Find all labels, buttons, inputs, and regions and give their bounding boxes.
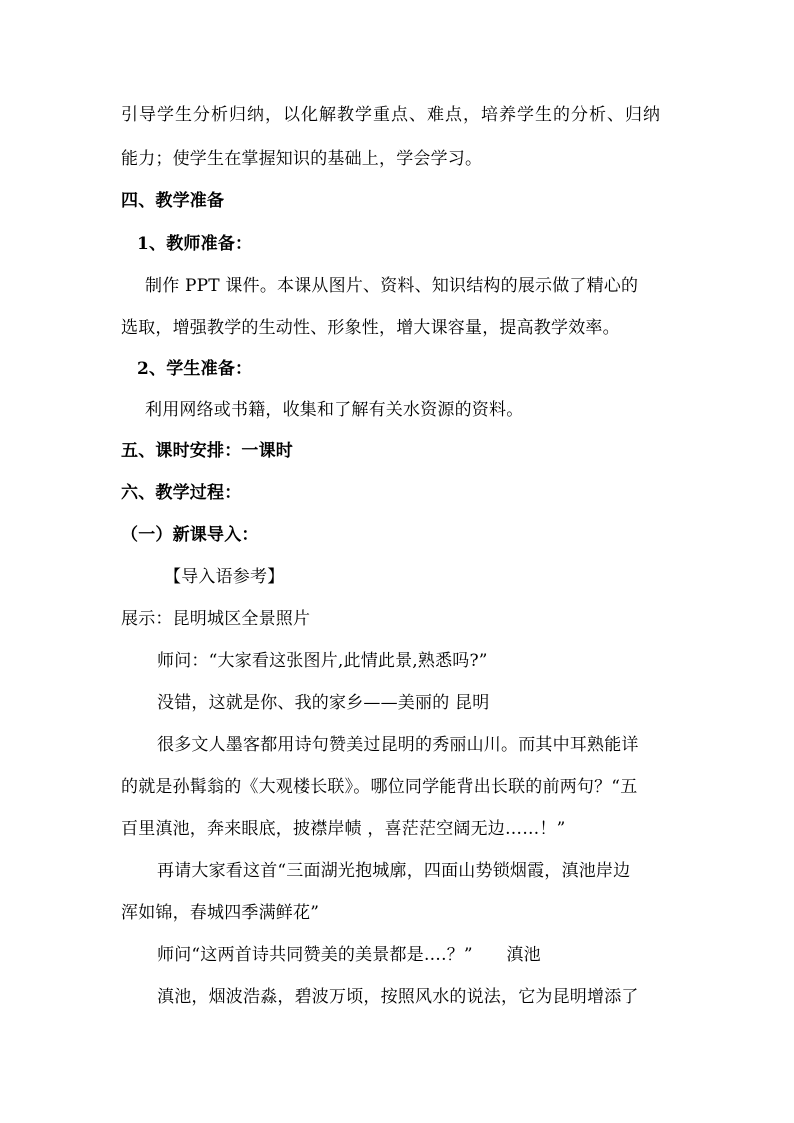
paragraph-line: 再请大家看这首“三面湖光抱城廓，四面山势锁烟霞，滇池岸边 (157, 861, 631, 881)
paragraph-line: 很多文人墨客都用诗句赞美过昆明的秀丽山川。而其中耳熟能详 (157, 735, 639, 755)
section-heading: 四、教学准备 (121, 191, 225, 211)
reference-label: 【导入语参考】 (164, 567, 285, 587)
paragraph-line: 师问“这两首诗共同赞美的美景都是….？” 滇池 (157, 945, 541, 965)
paragraph-line: 引导学生分析归纳，以化解教学重点、难点，培养学生的分析、归纳 (121, 105, 661, 125)
paragraph-line: 没错，这就是你、我的家乡——美丽的 昆明 (157, 693, 490, 713)
paragraph-line: 展示：昆明城区全景照片 (121, 609, 311, 629)
paragraph-line: 选取，增强教学的生动性、形象性，增大课容量，提高教学效率。 (121, 318, 620, 338)
paragraph-line: 滇池，烟波浩淼，碧波万顷，按照风水的说法，它为昆明增添了 (157, 987, 639, 1007)
paragraph-line: 的就是孙髯翁的《大观楼长联》。哪位同学能背出长联的前两句？“五 (121, 777, 638, 797)
paragraph-line: 利用网络或书籍，收集和了解有关水资源的资料。 (145, 400, 524, 420)
subsection-heading: （一）新课导入： (121, 525, 259, 545)
section-heading: 六、教学过程： (121, 483, 242, 503)
section-heading: 五、课时安排：一课时 (121, 441, 293, 461)
paragraph-line: 浑如锦，春城四季满鲜花” (121, 903, 320, 923)
subsection-heading: 2、学生准备： (137, 359, 253, 379)
paragraph-line: 制作 PPT 课件。本课从图片、资料、知识结构的展示做了精心的 (145, 276, 639, 296)
paragraph-line: 能力；使学生在掌握知识的基础上，学会学习。 (121, 149, 483, 169)
paragraph-line: 百里滇池，奔来眼底，披襟岸帻 ，喜茫茫空阔无边……！” (121, 819, 566, 839)
paragraph-line: 师问：“大家看这张图片,此情此景,熟悉吗?” (157, 651, 488, 671)
subsection-heading: 1、教师准备： (137, 234, 253, 254)
